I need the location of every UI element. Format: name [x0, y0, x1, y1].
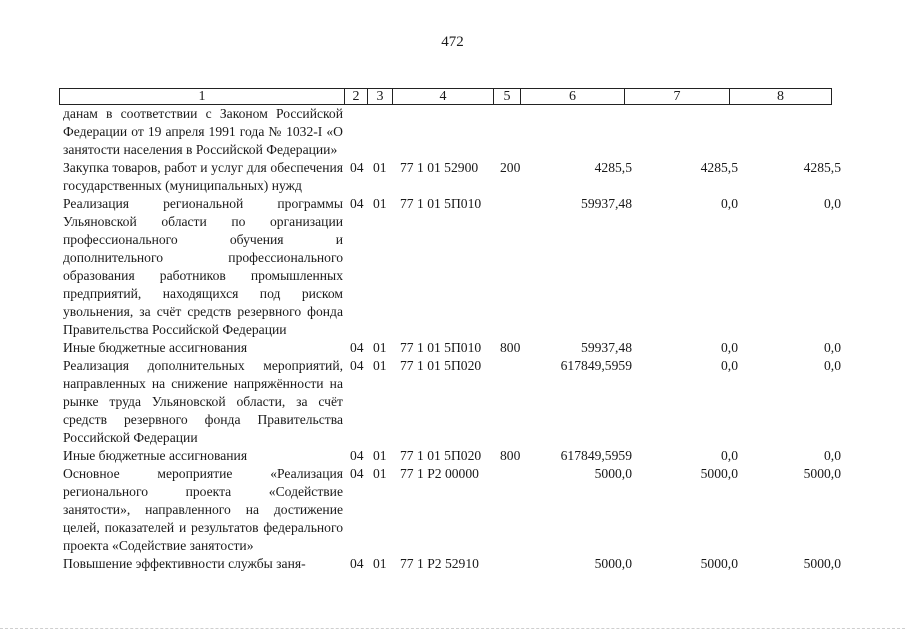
expense-type-code: 200 [500, 160, 521, 175]
table-row [63, 465, 863, 555]
target-article-code: 77 1 01 5П020 [400, 448, 482, 463]
subsection-code: 01 [373, 340, 387, 355]
amount-col-6: 4285,5 [594, 160, 632, 175]
target-article-code: 77 1 01 5П010 [400, 340, 482, 355]
amount-col-8: 5000,0 [803, 466, 841, 481]
amount-col-8: 0,0 [824, 448, 841, 463]
table-row [63, 555, 863, 573]
budget-table-body [63, 105, 863, 573]
amount-col-8: 0,0 [824, 340, 841, 355]
row-description: Реализация дополнительных мероприятий, направленных на снижение напряжённости на рынке труда Ульяновской области, за счёт средств резервного фонда Правительства Российской Федерации [63, 358, 343, 445]
page-bottom-edge [0, 628, 905, 629]
expense-type-code: 800 [500, 340, 521, 355]
column-header-5: 5 [494, 89, 521, 105]
subsection-code: 01 [373, 160, 387, 175]
subsection-code: 01 [373, 448, 387, 463]
section-code: 04 [350, 340, 364, 355]
row-description: данам в соответствии с Законом Российской Федерации от 19 апреля 1991 года № 1032-I «О занятости населения в Российской Федерации» [63, 106, 343, 157]
amount-col-7: 5000,0 [700, 556, 738, 571]
row-description: Закупка товаров, работ и услуг для обеспечения государственных (муниципальных) нужд [63, 160, 343, 193]
amount-col-6: 5000,0 [594, 466, 632, 481]
amount-col-8: 5000,0 [803, 556, 841, 571]
column-header-4: 4 [393, 89, 494, 105]
subsection-code: 01 [373, 358, 387, 373]
column-header-6: 6 [521, 89, 625, 105]
section-code: 04 [350, 358, 364, 373]
amount-col-8: 0,0 [824, 196, 841, 211]
row-description: Иные бюджетные ассигнования [63, 340, 248, 355]
amount-col-6: 59937,48 [581, 196, 632, 211]
amount-col-6: 59937,48 [581, 340, 632, 355]
section-code: 04 [350, 466, 364, 481]
amount-col-6: 5000,0 [594, 556, 632, 571]
table-row [63, 339, 863, 357]
page-number: 472 [441, 34, 464, 50]
column-header-row [59, 88, 832, 105]
amount-col-7: 0,0 [721, 448, 738, 463]
amount-col-7: 0,0 [721, 358, 738, 373]
target-article-code: 77 1 P2 00000 [400, 466, 479, 481]
table-row [63, 105, 863, 159]
target-article-code: 77 1 01 5П020 [400, 358, 482, 373]
section-code: 04 [350, 448, 364, 463]
table-row [63, 357, 863, 447]
subsection-code: 01 [373, 466, 387, 481]
subsection-code: 01 [373, 196, 387, 211]
amount-col-7: 5000,0 [700, 466, 738, 481]
table-row [63, 447, 863, 465]
amount-col-7: 0,0 [721, 196, 738, 211]
table-row [63, 195, 863, 339]
section-code: 04 [350, 160, 364, 175]
row-description: Иные бюджетные ассигнования [63, 448, 248, 463]
column-header-2: 2 [345, 89, 368, 105]
amount-col-8: 0,0 [824, 358, 841, 373]
target-article-code: 77 1 01 52900 [400, 160, 479, 175]
amount-col-6: 617849,5959 [560, 358, 632, 373]
target-article-code: 77 1 01 5П010 [400, 196, 482, 211]
column-header-3: 3 [368, 89, 393, 105]
amount-col-8: 4285,5 [803, 160, 841, 175]
column-header-1: 1 [60, 89, 345, 105]
subsection-code: 01 [373, 556, 387, 571]
row-description: Повышение эффективности службы заня- [63, 556, 306, 571]
section-code: 04 [350, 196, 364, 211]
row-description: Основное мероприятие «Реализация регионального проекта «Содействие занятости», направленного на достижение целей, показателей и результатов федерального проекта «Содействие занятости» [63, 466, 343, 553]
column-header-8: 8 [730, 89, 832, 105]
row-description: Реализация региональной программы Ульяновской области по организации профессионального обучения и дополнительного профессионального образования работников промышленных предприятий, находящихся под риском увольнения, за счёт средств резервного фонда Правительства Российской Федерации [63, 196, 343, 337]
amount-col-7: 4285,5 [700, 160, 738, 175]
target-article-code: 77 1 P2 52910 [400, 556, 479, 571]
amount-col-6: 617849,5959 [560, 448, 632, 463]
column-header-7: 7 [625, 89, 730, 105]
table-row [63, 159, 863, 195]
expense-type-code: 800 [500, 448, 521, 463]
amount-col-7: 0,0 [721, 340, 738, 355]
section-code: 04 [350, 556, 364, 571]
